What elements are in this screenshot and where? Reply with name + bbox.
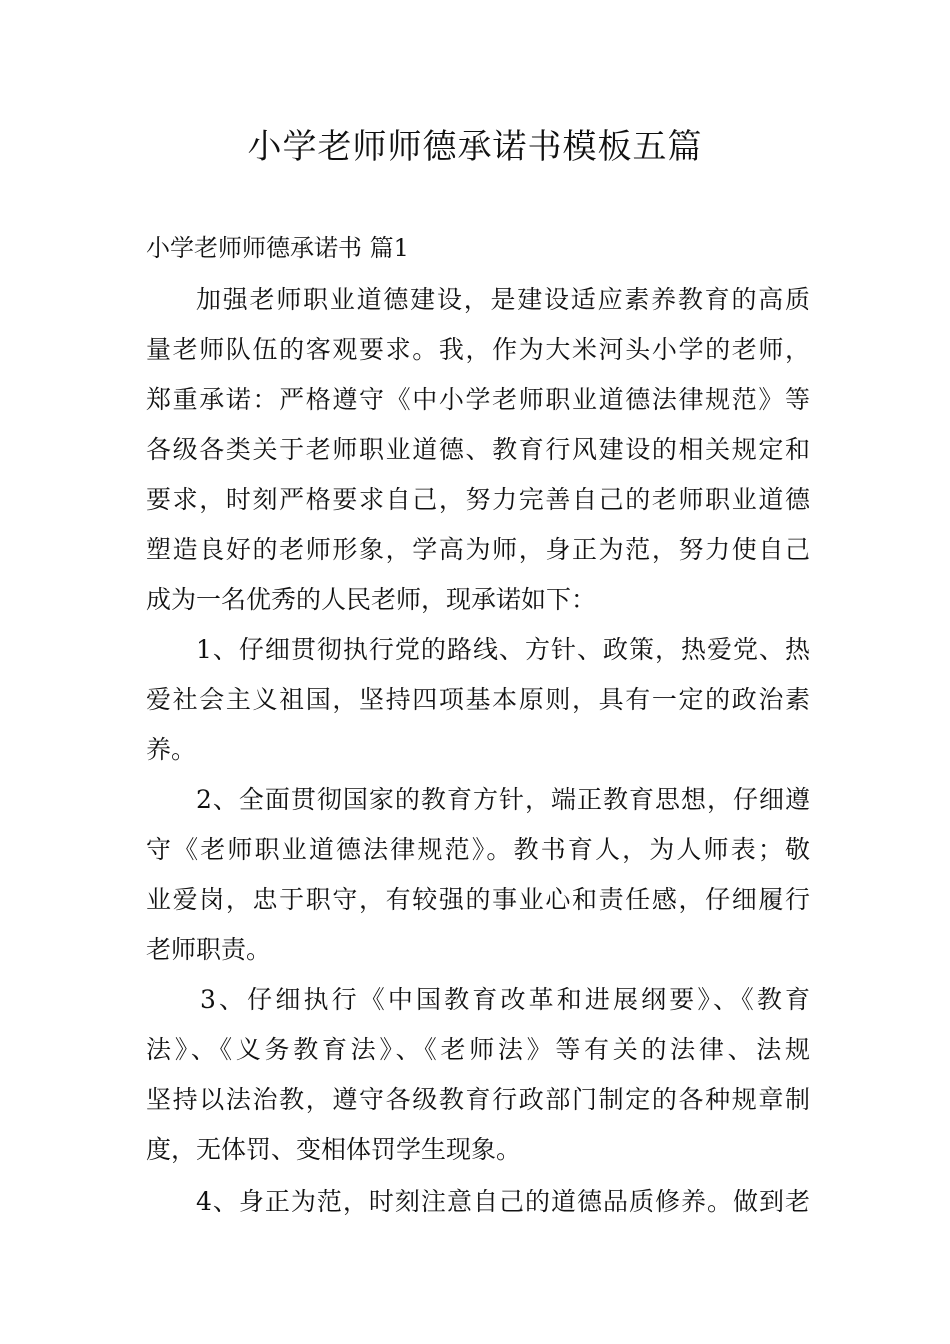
paragraph-line: 塑造良好的老师形象，学高为师，身正为范，努力使自己 bbox=[146, 535, 810, 564]
paragraph-line: 4、身正为范，时刻注意自己的道德品质修养。做到老 bbox=[196, 1187, 810, 1216]
paragraph-line: 度，无体罚、变相体罚学生现象。 bbox=[146, 1135, 522, 1164]
paragraph-line: 养。 bbox=[146, 735, 197, 764]
paragraph-line: 成为一名优秀的人民老师，现承诺如下： bbox=[146, 585, 597, 614]
paragraph-line: 坚持以法治教，遵守各级教育行政部门制定的各种规章制 bbox=[146, 1085, 810, 1114]
paragraph-line: 1、仔细贯彻执行党的路线、方针、政策，热爱党、热 bbox=[196, 635, 810, 664]
paragraph-line: 3、仔细执行《中国教育改革和进展纲要》、《教育 bbox=[200, 985, 810, 1014]
paragraph-line: 要求，时刻严格要求自己，努力完善自己的老师职业道德 bbox=[146, 485, 810, 514]
paragraph-line: 加强老师职业道德建设，是建设适应素养教育的高质 bbox=[196, 285, 810, 314]
document-title: 小学老师师德承诺书模板五篇 bbox=[247, 127, 703, 167]
paragraph-line: 守《老师职业道德法律规范》。教书育人，为人师表；敬 bbox=[146, 835, 810, 864]
paragraph-line: 2、全面贯彻国家的教育方针，端正教育思想，仔细遵 bbox=[196, 785, 810, 814]
paragraph-line: 法》、《义务教育法》、《老师法》等有关的法律、法规 bbox=[146, 1035, 810, 1064]
paragraph-line: 爱社会主义祖国，坚持四项基本原则，具有一定的政治素 bbox=[146, 685, 810, 714]
paragraph-line: 各级各类关于老师职业道德、教育行风建设的相关规定和 bbox=[146, 435, 810, 464]
section-heading: 小学老师师德承诺书 篇1 bbox=[146, 234, 409, 262]
paragraph-line: 郑重承诺：严格遵守《中小学老师职业道德法律规范》等 bbox=[146, 385, 810, 414]
paragraph-line: 量老师队伍的客观要求。我，作为大米河头小学的老师， bbox=[146, 335, 810, 364]
paragraph-line: 老师职责。 bbox=[146, 935, 272, 964]
paragraph-line: 业爱岗，忠于职守，有较强的事业心和责任感，仔细履行 bbox=[146, 885, 810, 914]
